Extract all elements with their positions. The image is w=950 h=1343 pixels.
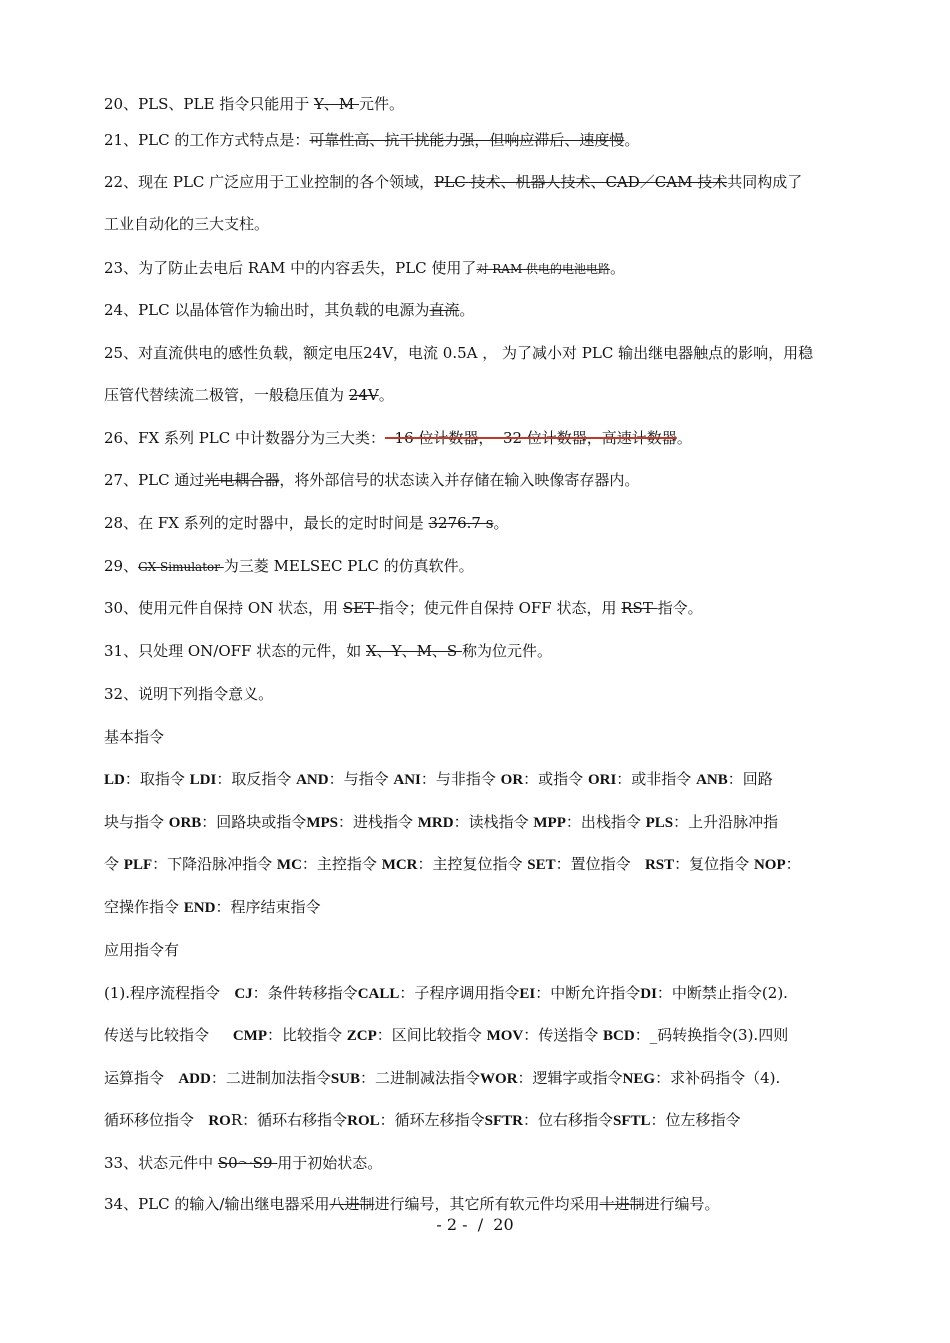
answer-text: 可靠性高、抗干扰能力强，但响应滞后、速度慢 <box>309 131 625 149</box>
basic-instructions-heading: 基本指令 <box>104 728 165 746</box>
question-text: 共同构成了 <box>727 173 803 191</box>
instruction-mnemonic: MPP <box>533 815 566 831</box>
instruction-meaning: ：回路 <box>727 770 773 788</box>
question-33 <box>104 1153 850 1173</box>
instruction-mnemonic: ANB <box>696 772 728 788</box>
question-text: ，将外部信号的状态读入并存储在输入映像寄存器内。 <box>279 471 640 489</box>
question-text: 33、状态元件中 <box>104 1154 218 1172</box>
question-25: 25、对直流供电的感性负载，额定电压24V，电流 0.5A ， 为了减小对 PLC 输出继电器触点的影响，用稳 <box>104 344 814 362</box>
instruction-meaning: ：_码转换指令(3).四则 <box>634 1026 789 1044</box>
basic-instructions-line-4 <box>104 897 850 917</box>
instruction-meaning: ：主控复位指令 <box>417 855 528 873</box>
basic-instructions-line-2 <box>104 812 850 832</box>
question-27 <box>104 470 850 490</box>
question-text: 。 <box>493 514 509 532</box>
instruction-meaning: ：回路块或指令 <box>201 813 307 831</box>
instruction-mnemonic: ZCP <box>346 1028 377 1044</box>
applied-instructions-line-2 <box>104 1025 850 1045</box>
applied-instructions-heading: 应用指令有 <box>104 941 180 959</box>
page-number: - 2 - / 20 <box>436 1215 514 1234</box>
question-32: 32、说明下列指令意义。 <box>104 685 274 703</box>
instruction-meaning: ： <box>785 855 801 873</box>
question-text: 。 <box>610 259 626 277</box>
question-text: 。 <box>459 301 475 319</box>
question-text: 24、PLC 以晶体管作为输出时，其负载的电源为 <box>104 301 430 319</box>
answer-text: S0～S9 <box>217 1154 278 1172</box>
instruction-meaning: ：中断禁止指令(2). <box>656 984 788 1002</box>
instruction-mnemonic: MCR <box>381 857 418 873</box>
instruction-meaning: ：取指令 <box>124 770 190 788</box>
question-30 <box>104 598 850 618</box>
instruction-mnemonic: LDI <box>189 772 217 788</box>
question-text: 22、现在 PLC 广泛应用于工业控制的各个领域， <box>104 173 435 191</box>
instruction-meaning: ：循环左移指令 <box>379 1111 485 1129</box>
question-34 <box>104 1194 850 1214</box>
instruction-meaning: 运算指令 <box>104 1069 179 1087</box>
instruction-mnemonic: OR <box>500 772 524 788</box>
instruction-mnemonic: NOP <box>753 857 786 873</box>
question-text: 元件。 <box>359 95 405 113</box>
instruction-mnemonic: AND <box>296 772 329 788</box>
question-22-continued: 工业自动化的三大支柱。 <box>104 215 270 233</box>
question-text: 34、PLC 的输入/输出继电器采用 <box>104 1195 330 1213</box>
instruction-mnemonic: CALL <box>357 986 400 1002</box>
instruction-mnemonic: RO <box>208 1113 231 1129</box>
instruction-meaning: ：程序结束指令 <box>215 898 321 916</box>
question-text: 31、只处理 ON/OFF 状态的元件，如 <box>104 642 366 660</box>
question-text: 27、PLC 通过 <box>104 471 205 489</box>
instruction-meaning: ：位左移指令 <box>650 1111 741 1129</box>
instruction-mnemonic: ROL <box>347 1113 380 1129</box>
answer-text: GX Simulator <box>138 560 224 574</box>
applied-instructions-line-1 <box>104 983 850 1003</box>
question-text: 。 <box>624 131 640 149</box>
instruction-mnemonic: CMP <box>232 1028 267 1044</box>
question-text: 进行编号。 <box>644 1195 720 1213</box>
instruction-meaning: 令 <box>104 855 124 873</box>
instruction-meaning: ：取反指令 <box>216 770 297 788</box>
question-text: 20、PLS、PLE 指令只能用于 <box>104 95 314 113</box>
basic-instructions-line-1 <box>104 769 850 789</box>
instruction-meaning: ：上升沿脉冲指 <box>673 813 779 831</box>
instruction-meaning: ：进栈指令 <box>337 813 418 831</box>
instruction-meaning: ：或指令 <box>523 770 588 788</box>
question-24 <box>104 300 850 320</box>
question-text: 压管代替续流二极管，一般稳压值为 <box>104 386 349 404</box>
question-text: 为三菱 MELSEC PLC 的仿真软件。 <box>223 557 474 575</box>
instruction-mnemonic: EI <box>519 986 536 1002</box>
instruction-meaning: (1).程序流程指令 <box>104 984 235 1002</box>
instruction-meaning: 循环移位指令 <box>104 1111 209 1129</box>
instruction-meaning: ：与指令 <box>328 770 394 788</box>
question-31 <box>104 641 850 661</box>
instruction-meaning: ：读栈指令 <box>453 813 534 831</box>
answer-text: RST <box>621 599 658 617</box>
instruction-mnemonic: MRD <box>417 815 454 831</box>
answer-text: Y、M <box>313 95 359 113</box>
question-26 <box>104 428 850 448</box>
instruction-mnemonic: MC <box>276 857 302 873</box>
instruction-mnemonic: RST <box>644 857 675 873</box>
instruction-meaning: ：主控指令 <box>301 855 382 873</box>
answer-text: 光电耦合器 <box>204 471 280 489</box>
basic-instructions-line-3 <box>104 854 850 874</box>
question-text: 29、 <box>104 557 139 575</box>
question-29 <box>104 556 850 576</box>
applied-instructions-line-4 <box>104 1110 850 1130</box>
question-text: 26、FX 系列 PLC 中计数器分为三大类： <box>104 429 386 447</box>
answer-text: 3276.7 s <box>428 514 494 532</box>
instruction-mnemonic: NEG <box>622 1071 656 1087</box>
answer-text: 十进制 <box>599 1195 645 1213</box>
question-text: 指令；使元件自保持 OFF 状态，用 <box>378 599 622 617</box>
instruction-meaning: ：逻辑字或指令 <box>517 1069 623 1087</box>
instruction-meaning: ：区间比较指令 <box>376 1026 487 1044</box>
question-25-continued <box>104 385 850 405</box>
answer-text: X、Y、M、S <box>365 642 462 660</box>
question-text: 用于初始状态。 <box>277 1154 383 1172</box>
question-text: 指令。 <box>657 599 703 617</box>
instruction-meaning: ：中断允许指令 <box>535 984 641 1002</box>
instruction-meaning: ：或非指令 <box>616 770 697 788</box>
question-23 <box>104 258 850 278</box>
instruction-meaning: ：二进制减法指令 <box>360 1069 481 1087</box>
instruction-meaning: 传送与比较指令 <box>104 1026 233 1044</box>
instruction-meaning: ：求补码指令（4). <box>655 1069 781 1087</box>
answer-text: 对 RAM 供电的电池电路 <box>476 262 611 276</box>
instruction-mnemonic: PLS <box>645 815 674 831</box>
instruction-meaning: ：条件转移指令 <box>252 984 358 1002</box>
question-21 <box>104 130 850 150</box>
question-text: 28、在 FX 系列的定时器中，最长的定时时间是 <box>104 514 429 532</box>
question-text: 称为位元件。 <box>461 642 552 660</box>
instruction-mnemonic: MPS <box>306 815 338 831</box>
answer-text: 八进制 <box>329 1195 375 1213</box>
instruction-meaning: 块与指令 <box>104 813 169 831</box>
instruction-mnemonic: SET <box>527 857 556 873</box>
question-22 <box>104 172 850 192</box>
answer-text: 直流 <box>429 301 460 319</box>
instruction-meaning: 空操作指令 <box>104 898 184 916</box>
instruction-mnemonic: END <box>183 900 216 916</box>
question-text: 进行编号，其它所有软元件均采用 <box>374 1195 600 1213</box>
instruction-mnemonic: ANI <box>393 772 421 788</box>
instruction-meaning: ：与非指令 <box>420 770 501 788</box>
answer-text: SET <box>342 599 379 617</box>
question-text: 21、PLC 的工作方式特点是： <box>104 131 310 149</box>
instruction-mnemonic: LD <box>104 772 125 788</box>
instruction-mnemonic: WOR <box>480 1071 518 1087</box>
question-text: 23、为了防止去电后 RAM 中的内容丢失，PLC 使用了 <box>104 259 477 277</box>
question-text: 。 <box>378 386 394 404</box>
instruction-mnemonic: SFTR <box>484 1113 523 1129</box>
question-text: 30、使用元件自保持 ON 状态，用 <box>104 599 343 617</box>
instruction-mnemonic: DI <box>640 986 657 1002</box>
applied-instructions-line-3 <box>104 1068 850 1088</box>
instruction-mnemonic: MOV <box>486 1028 524 1044</box>
answer-text: PLC 技术、机器人技术、CAD／CAM 技术 <box>434 173 728 191</box>
instruction-meaning: ：下降沿脉冲指令 <box>152 855 277 873</box>
instruction-meaning: ：子程序调用指令 <box>399 984 520 1002</box>
instruction-mnemonic: SFTL <box>613 1113 651 1129</box>
instruction-mnemonic: ORI <box>587 772 617 788</box>
question-text: 。 <box>676 429 692 447</box>
instruction-mnemonic: ADD <box>178 1071 211 1087</box>
instruction-mnemonic: CJ <box>234 986 253 1002</box>
instruction-mnemonic: PLF <box>123 857 153 873</box>
answer-text: 24V <box>348 386 379 404</box>
instruction-meaning: ：位右移指令 <box>522 1111 613 1129</box>
question-20 <box>104 94 850 114</box>
instruction-mnemonic: ORB <box>168 815 202 831</box>
answer-text: 16 位计数器， 32 位计数器，高速计数器 <box>385 429 677 447</box>
instruction-meaning: R：循环右移指令 <box>230 1111 348 1129</box>
instruction-meaning: ：复位指令 <box>674 855 754 873</box>
instruction-meaning: ：传送指令 <box>523 1026 604 1044</box>
instruction-mnemonic: SUB <box>330 1071 361 1087</box>
instruction-meaning: ：置位指令 <box>555 855 645 873</box>
instruction-meaning: ：二进制加法指令 <box>210 1069 331 1087</box>
instruction-meaning: ：出栈指令 <box>565 813 646 831</box>
instruction-meaning: ：比较指令 <box>267 1026 347 1044</box>
instruction-mnemonic: BCD <box>603 1028 635 1044</box>
question-28 <box>104 513 850 533</box>
